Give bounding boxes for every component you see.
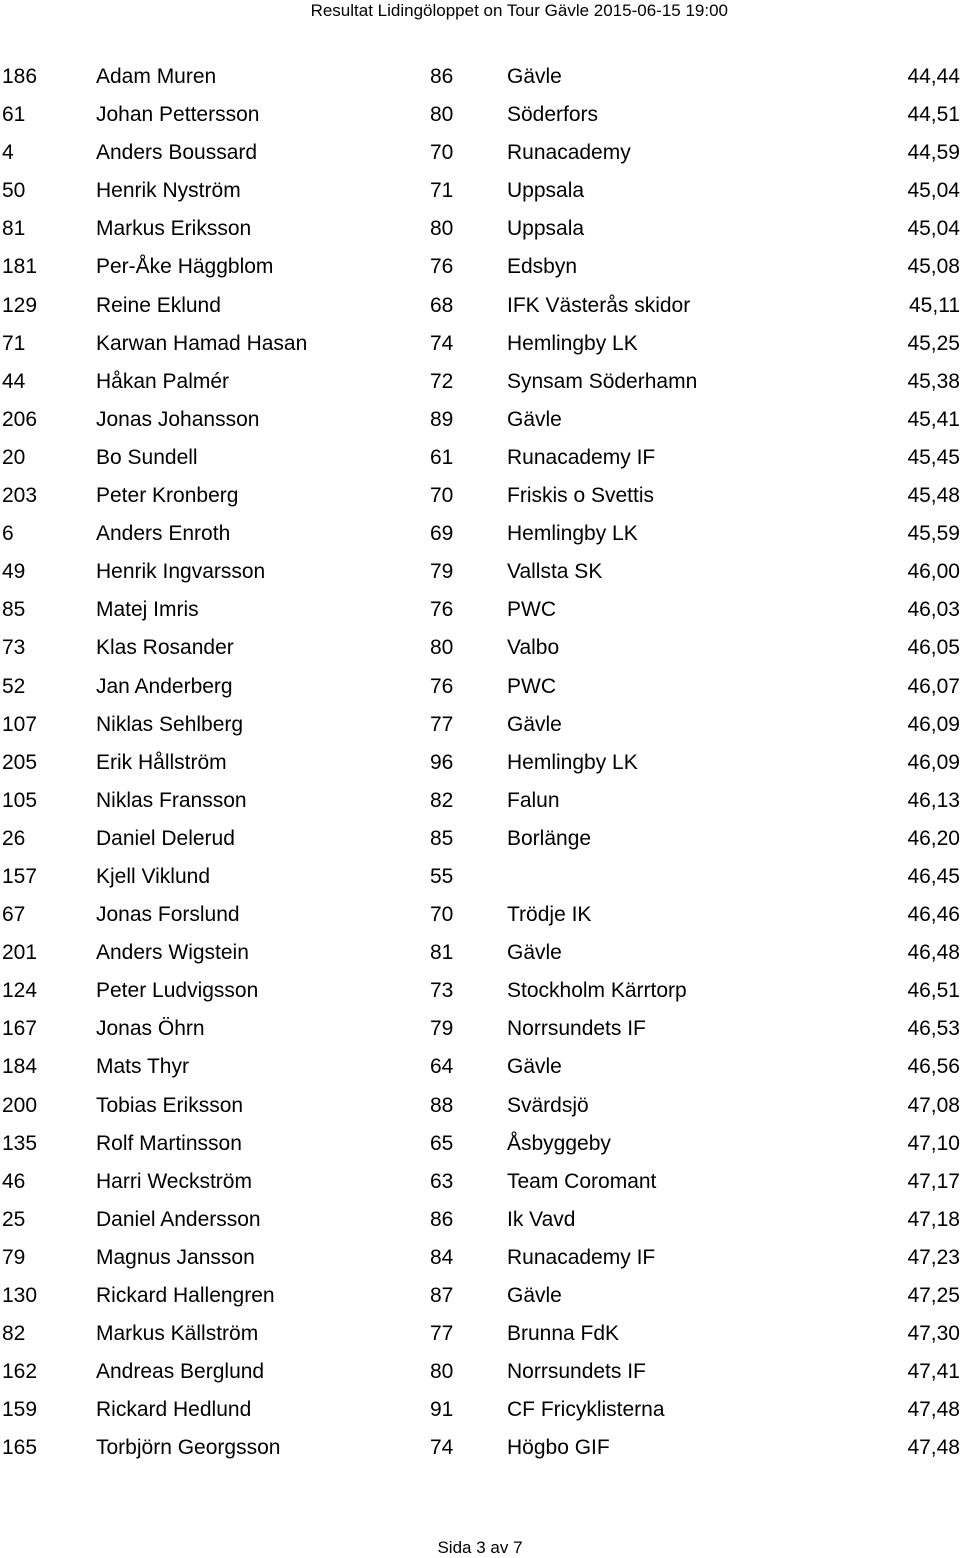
result-bib: 157 bbox=[2, 864, 38, 888]
result-birth-year: 81 bbox=[430, 941, 454, 965]
page-header-title: Resultat Lidingöloppet on Tour Gävle 2015-06-15 19:00 bbox=[310, 1, 728, 20]
result-club: Hemlingby LK bbox=[507, 750, 638, 774]
result-name: Jan Anderberg bbox=[96, 674, 233, 698]
result-club: Uppsala bbox=[507, 179, 585, 203]
result-row bbox=[0, 896, 960, 934]
results-list bbox=[0, 58, 960, 1467]
result-birth-year: 77 bbox=[430, 1322, 454, 1346]
result-bib: 181 bbox=[2, 255, 38, 279]
result-name: Peter Ludvigsson bbox=[96, 979, 259, 1003]
result-row bbox=[0, 1353, 960, 1391]
result-birth-year: 76 bbox=[430, 255, 454, 279]
result-row bbox=[0, 439, 960, 477]
result-birth-year: 74 bbox=[430, 1436, 454, 1460]
result-club: Synsam Söderhamn bbox=[507, 369, 698, 393]
result-time: 44,51 bbox=[907, 103, 960, 127]
result-bib: 135 bbox=[2, 1131, 38, 1155]
result-time: 45,45 bbox=[907, 445, 960, 469]
page-footer bbox=[0, 1538, 960, 1558]
result-row bbox=[0, 858, 960, 896]
result-club: Gävle bbox=[507, 407, 562, 431]
result-time: 47,25 bbox=[907, 1284, 960, 1307]
result-club: Falun bbox=[507, 788, 560, 812]
result-name: Anders Boussard bbox=[96, 141, 258, 165]
result-club: CF Fricyklisterna bbox=[507, 1398, 665, 1422]
result-time: 45,25 bbox=[907, 331, 960, 355]
result-time: 46,09 bbox=[907, 750, 960, 774]
result-birth-year: 70 bbox=[430, 141, 454, 165]
result-row bbox=[0, 972, 960, 1010]
result-name: Mats Thyr bbox=[96, 1055, 189, 1079]
result-birth-year: 80 bbox=[430, 217, 454, 241]
result-bib: 20 bbox=[2, 445, 26, 469]
result-club: Runacademy IF bbox=[507, 445, 656, 469]
result-bib: 52 bbox=[2, 674, 26, 698]
result-name: Henrik Ingvarsson bbox=[96, 560, 266, 584]
result-club: Gävle bbox=[507, 65, 562, 88]
result-time: 47,08 bbox=[907, 1093, 960, 1117]
result-birth-year: 87 bbox=[430, 1284, 454, 1307]
result-club: Vallsta SK bbox=[507, 560, 603, 584]
result-birth-year: 79 bbox=[430, 560, 454, 584]
result-birth-year: 61 bbox=[430, 445, 454, 469]
result-row bbox=[0, 1010, 960, 1048]
page-number: Sida 3 av 7 bbox=[437, 1538, 523, 1557]
result-bib: 81 bbox=[2, 217, 26, 241]
result-birth-year: 91 bbox=[430, 1398, 454, 1422]
result-name: Rickard Hedlund bbox=[96, 1398, 252, 1422]
page-header bbox=[311, 0, 728, 22]
result-time: 45,38 bbox=[907, 369, 960, 393]
result-time: 45,48 bbox=[907, 484, 960, 508]
result-time: 46,03 bbox=[907, 598, 960, 622]
result-time: 45,04 bbox=[907, 217, 960, 241]
result-name: Daniel Delerud bbox=[96, 826, 235, 850]
result-bib: 85 bbox=[2, 598, 26, 622]
result-bib: 205 bbox=[2, 750, 38, 774]
result-time: 46,53 bbox=[907, 1017, 960, 1041]
result-club: Brunna FdK bbox=[507, 1322, 620, 1346]
result-club: Valbo bbox=[507, 636, 560, 660]
result-row bbox=[0, 782, 960, 820]
result-row bbox=[0, 325, 960, 363]
result-bib: 129 bbox=[2, 293, 38, 317]
result-club: Högbo GIF bbox=[507, 1436, 610, 1460]
result-birth-year: 80 bbox=[430, 103, 454, 127]
result-club: Borlänge bbox=[507, 826, 592, 850]
result-name: Anders Wigstein bbox=[96, 941, 249, 965]
result-row bbox=[0, 363, 960, 401]
result-row bbox=[0, 248, 960, 286]
result-time: 46,51 bbox=[907, 979, 960, 1003]
result-row bbox=[0, 1391, 960, 1429]
result-name: Torbjörn Georgsson bbox=[96, 1436, 281, 1460]
result-time: 46,46 bbox=[907, 903, 960, 927]
result-time: 46,45 bbox=[907, 864, 960, 888]
result-club: PWC bbox=[507, 598, 556, 622]
result-time: 46,00 bbox=[907, 560, 960, 584]
result-birth-year: 63 bbox=[430, 1169, 454, 1193]
result-bib: 25 bbox=[2, 1207, 26, 1231]
result-name: Klas Rosander bbox=[96, 636, 234, 660]
result-row bbox=[0, 287, 960, 325]
result-birth-year: 70 bbox=[430, 903, 454, 927]
result-bib: 105 bbox=[2, 788, 38, 812]
result-birth-year: 70 bbox=[430, 484, 454, 508]
result-club: Hemlingby LK bbox=[507, 331, 638, 355]
result-club: Stockholm Kärrtorp bbox=[507, 979, 687, 1003]
result-club: Gävle bbox=[507, 1284, 562, 1307]
result-time: 45,08 bbox=[907, 255, 960, 279]
result-name: Matej Imris bbox=[96, 598, 199, 622]
result-time: 44,44 bbox=[907, 65, 960, 88]
result-row bbox=[0, 96, 960, 134]
result-time: 47,18 bbox=[907, 1207, 960, 1231]
result-name: Erik Hållström bbox=[96, 750, 227, 774]
result-row bbox=[0, 1048, 960, 1086]
result-row bbox=[0, 820, 960, 858]
result-name: Kjell Viklund bbox=[96, 864, 211, 888]
result-birth-year: 84 bbox=[430, 1245, 454, 1269]
result-club: Uppsala bbox=[507, 217, 585, 241]
result-club: Trödje IK bbox=[507, 903, 592, 927]
result-bib: 167 bbox=[2, 1017, 38, 1041]
result-row bbox=[0, 477, 960, 515]
result-name: Henrik Nyström bbox=[96, 179, 241, 203]
result-time: 47,23 bbox=[907, 1245, 960, 1269]
result-row bbox=[0, 744, 960, 782]
result-club: Ik Vavd bbox=[507, 1207, 576, 1231]
result-bib: 50 bbox=[2, 179, 26, 203]
result-club: PWC bbox=[507, 674, 556, 698]
result-name: Tobias Eriksson bbox=[96, 1093, 244, 1117]
result-club: Norrsundets IF bbox=[507, 1360, 646, 1384]
result-time: 47,30 bbox=[907, 1322, 960, 1346]
result-name: Adam Muren bbox=[96, 65, 217, 88]
result-name: Rolf Martinsson bbox=[96, 1131, 242, 1155]
result-club: IFK Västerås skidor bbox=[507, 293, 691, 317]
result-bib: 130 bbox=[2, 1284, 38, 1307]
result-club: Norrsundets IF bbox=[507, 1017, 646, 1041]
result-birth-year: 86 bbox=[430, 65, 454, 88]
result-name: Per-Åke Häggblom bbox=[96, 255, 274, 279]
result-row bbox=[0, 401, 960, 439]
result-row bbox=[0, 668, 960, 706]
result-bib: 107 bbox=[2, 712, 38, 736]
result-bib: 6 bbox=[2, 522, 14, 546]
result-name: Markus Eriksson bbox=[96, 217, 252, 241]
result-club: Edsbyn bbox=[507, 255, 578, 279]
result-club: Runacademy bbox=[507, 141, 631, 165]
result-bib: 67 bbox=[2, 903, 26, 927]
result-time: 46,07 bbox=[907, 674, 960, 698]
result-club: Friskis o Svettis bbox=[507, 484, 655, 508]
result-club: Söderfors bbox=[507, 103, 599, 127]
result-birth-year: 69 bbox=[430, 522, 454, 546]
result-name: Niklas Sehlberg bbox=[96, 712, 244, 736]
result-time: 45,11 bbox=[909, 293, 960, 317]
result-row bbox=[0, 1201, 960, 1239]
result-club: Gävle bbox=[507, 1055, 562, 1079]
result-bib: 165 bbox=[2, 1436, 38, 1460]
result-row bbox=[0, 515, 960, 553]
result-birth-year: 86 bbox=[430, 1207, 454, 1231]
result-club: Gävle bbox=[507, 941, 562, 965]
result-birth-year: 65 bbox=[430, 1131, 454, 1155]
result-time: 47,17 bbox=[907, 1169, 960, 1193]
result-bib: 186 bbox=[2, 65, 38, 88]
result-name: Johan Pettersson bbox=[96, 103, 260, 127]
result-row bbox=[0, 1429, 960, 1467]
result-time: 45,04 bbox=[907, 179, 960, 203]
result-bib: 79 bbox=[2, 1245, 26, 1269]
result-row bbox=[0, 134, 960, 172]
result-name: Håkan Palmér bbox=[96, 369, 230, 393]
result-time: 45,41 bbox=[907, 407, 960, 431]
result-bib: 184 bbox=[2, 1055, 38, 1079]
result-time: 46,48 bbox=[907, 941, 960, 965]
result-birth-year: 73 bbox=[430, 979, 454, 1003]
result-row bbox=[0, 553, 960, 591]
result-birth-year: 82 bbox=[430, 788, 454, 812]
result-name: Jonas Johansson bbox=[96, 407, 260, 431]
result-time: 47,41 bbox=[907, 1360, 960, 1384]
result-name: Harri Weckström bbox=[96, 1169, 252, 1193]
result-bib: 73 bbox=[2, 636, 26, 660]
result-birth-year: 77 bbox=[430, 712, 454, 736]
result-bib: 26 bbox=[2, 826, 26, 850]
result-name: Anders Enroth bbox=[96, 522, 231, 546]
result-row bbox=[0, 1163, 960, 1201]
result-name: Peter Kronberg bbox=[96, 484, 239, 508]
result-time: 47,48 bbox=[907, 1398, 960, 1422]
result-club: Åsbyggeby bbox=[507, 1131, 611, 1155]
result-time: 44,59 bbox=[907, 141, 960, 165]
result-row bbox=[0, 934, 960, 972]
result-birth-year: 64 bbox=[430, 1055, 454, 1079]
result-time: 46,13 bbox=[907, 788, 960, 812]
result-club: Runacademy IF bbox=[507, 1245, 656, 1269]
result-name: Bo Sundell bbox=[96, 445, 198, 469]
result-bib: 46 bbox=[2, 1169, 26, 1193]
result-name: Rickard Hallengren bbox=[96, 1284, 275, 1307]
result-birth-year: 88 bbox=[430, 1093, 454, 1117]
result-bib: 206 bbox=[2, 407, 38, 431]
result-bib: 49 bbox=[2, 560, 26, 584]
result-bib: 61 bbox=[2, 103, 26, 127]
result-birth-year: 76 bbox=[430, 674, 454, 698]
result-birth-year: 85 bbox=[430, 826, 454, 850]
result-name: Magnus Jansson bbox=[96, 1245, 255, 1269]
result-bib: 159 bbox=[2, 1398, 38, 1422]
result-club: Gävle bbox=[507, 712, 562, 736]
result-row bbox=[0, 1087, 960, 1125]
result-bib: 4 bbox=[2, 141, 14, 165]
result-row bbox=[0, 629, 960, 667]
result-time: 45,59 bbox=[907, 522, 960, 546]
result-bib: 203 bbox=[2, 484, 38, 508]
result-birth-year: 89 bbox=[430, 407, 454, 431]
result-name: Karwan Hamad Hasan bbox=[96, 331, 308, 355]
result-bib: 44 bbox=[2, 369, 26, 393]
result-time: 46,09 bbox=[907, 712, 960, 736]
result-name: Jonas Öhrn bbox=[96, 1017, 205, 1041]
result-birth-year: 74 bbox=[430, 331, 454, 355]
result-birth-year: 72 bbox=[430, 369, 454, 393]
result-club: Svärdsjö bbox=[507, 1093, 589, 1117]
result-bib: 71 bbox=[2, 331, 26, 355]
result-birth-year: 71 bbox=[430, 179, 454, 203]
result-birth-year: 96 bbox=[430, 750, 454, 774]
result-club: Hemlingby LK bbox=[507, 522, 638, 546]
result-birth-year: 79 bbox=[430, 1017, 454, 1041]
result-birth-year: 68 bbox=[430, 293, 454, 317]
result-name: Daniel Andersson bbox=[96, 1207, 261, 1231]
result-club: Team Coromant bbox=[507, 1169, 657, 1193]
result-name: Andreas Berglund bbox=[96, 1360, 265, 1384]
result-bib: 201 bbox=[2, 941, 38, 965]
result-name: Markus Källström bbox=[96, 1322, 259, 1346]
result-row bbox=[0, 1239, 960, 1277]
result-birth-year: 80 bbox=[430, 636, 454, 660]
result-row bbox=[0, 1125, 960, 1163]
result-row bbox=[0, 706, 960, 744]
result-row bbox=[0, 1277, 960, 1315]
result-birth-year: 55 bbox=[430, 864, 454, 888]
result-row bbox=[0, 172, 960, 210]
result-time: 46,20 bbox=[907, 826, 960, 850]
result-bib: 82 bbox=[2, 1322, 26, 1346]
result-name: Reine Eklund bbox=[96, 293, 221, 317]
result-row bbox=[0, 591, 960, 629]
result-birth-year: 80 bbox=[430, 1360, 454, 1384]
result-name: Jonas Forslund bbox=[96, 903, 240, 927]
result-name: Niklas Fransson bbox=[96, 788, 247, 812]
result-time: 47,10 bbox=[907, 1131, 960, 1155]
result-bib: 124 bbox=[2, 979, 38, 1003]
result-row bbox=[0, 1315, 960, 1353]
result-time: 47,48 bbox=[907, 1436, 960, 1460]
result-time: 46,56 bbox=[907, 1055, 960, 1079]
result-bib: 162 bbox=[2, 1360, 38, 1384]
result-row bbox=[0, 210, 960, 248]
result-birth-year: 76 bbox=[430, 598, 454, 622]
result-time: 46,05 bbox=[907, 636, 960, 660]
result-row bbox=[0, 58, 960, 96]
result-bib: 200 bbox=[2, 1093, 38, 1117]
